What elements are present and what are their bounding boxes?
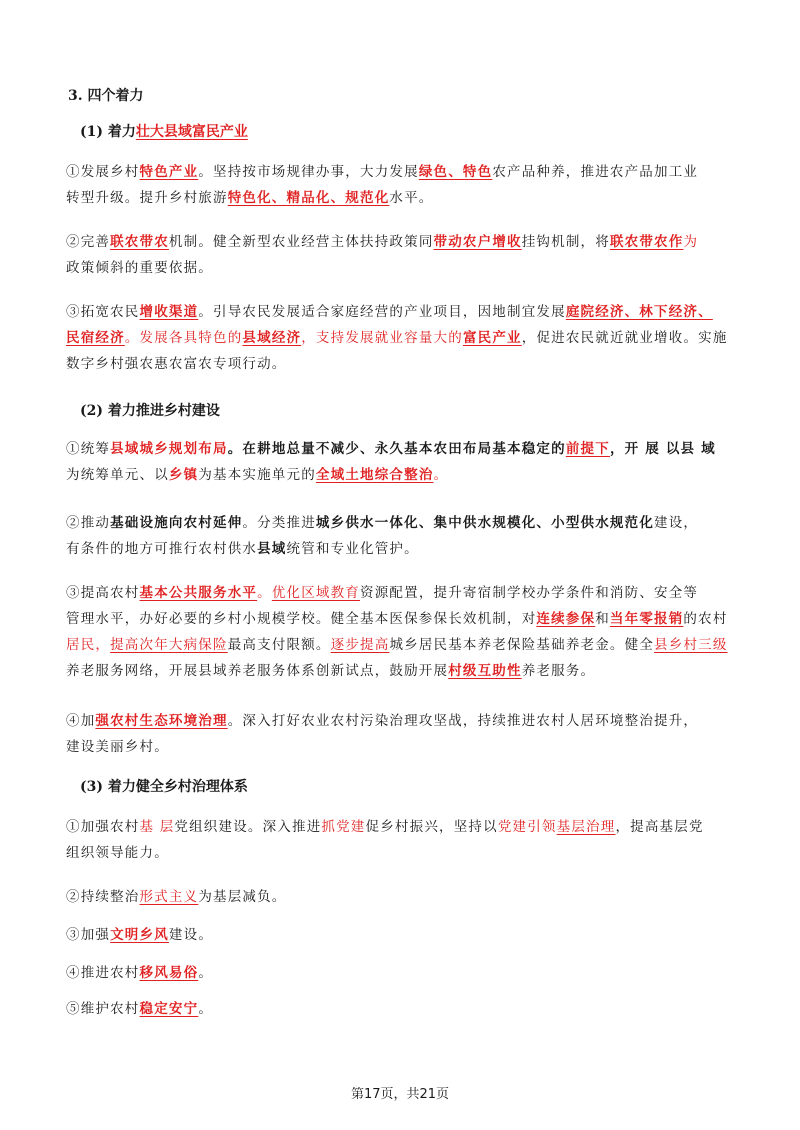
text: 建设。 [168,927,214,943]
text: ④加 [66,713,96,729]
text: 。分类推进 [242,515,316,531]
keyword: 移风易俗 [139,965,199,981]
keyword: 文明乡风 [110,927,169,943]
text: 农产品种养，推进农产品加工业 [492,164,699,180]
text: 促乡村振兴，坚持以 [365,819,498,835]
subsection-title-3: (3) 着力健全乡村治理体系 [80,779,248,795]
keyword: 党建引领 [497,819,557,835]
text: 组织领导能力。 [66,845,169,861]
paragraph-line [66,540,800,558]
subsection-keyword: 壮大县域富民产业 [135,124,248,140]
text: 。在耕地总量不减少、永久基本农田布局基本稳定的 [227,441,566,457]
text: 为基层减负。 [198,889,287,905]
text: 。引导农民发展适合家庭经营的产业项目，因地制宜发展 [198,304,566,320]
text: 为基本实施单元的 [198,467,316,483]
keyword: 全域土地综合整治 [315,467,434,483]
text: 数字乡村强农惠农富农专项行动。 [66,356,287,372]
keyword: 基本公共服务水平 [139,585,258,601]
page-number: 第17页，共21页 [350,1087,450,1102]
text: 挂钩机制，将 [521,234,610,250]
text: 政策倾斜的重要依据。 [66,260,213,276]
keyword: 城乡供水一体化、集中供水规模化、小型供水规范化 [315,515,655,531]
text: ①发展乡村 [66,164,140,180]
text: ①统筹 [66,441,111,457]
keyword: 基 层 [139,819,175,835]
text: 养老服务网络，开展县域养老服务体系创新试点，鼓励开展 [66,663,449,679]
text: ③提高农村 [66,585,140,601]
paragraph-line [66,163,800,181]
paragraph-line [66,233,800,251]
keyword: 连续参保 [536,611,596,627]
text: 居民， [66,637,111,653]
keyword: 民宿经济 [66,330,125,346]
text: ，提高基层党 [615,819,704,835]
keyword: 村级互助性 [448,663,522,679]
keyword: 前提下 [565,441,610,457]
paragraph-line [66,888,800,906]
text: 为 [683,234,699,250]
keyword: 乡镇 [168,467,199,483]
keyword: 增收渠道 [139,304,199,320]
paragraph-line [66,844,800,862]
text: 的农村 [683,611,728,627]
keyword: 特色产业 [139,164,199,180]
paragraph-line [66,584,800,602]
text: 党组织建设。深入推进 [174,819,322,835]
keyword: 逐步提高 [330,637,390,653]
paragraph-line [66,610,800,628]
subsection-title-2: (2) 着力推进乡村建设 [80,403,220,419]
text: 为统筹单元、以 [66,467,169,483]
text: 养老服务。 [521,663,596,679]
text: 。 [257,585,272,601]
keyword: 联农带农作 [609,234,684,250]
paragraph-line [66,259,800,277]
text: 。发展各具特色的 [124,330,243,346]
keyword: 县域城乡规划布局 [110,441,228,457]
text: 。深入打好农业农村污染治理攻坚战，持续推进农村人居环境整治提升， [227,713,699,729]
text: 建设， [654,515,699,531]
paragraph-line [66,355,800,373]
paragraph-line [66,514,800,532]
paragraph-line [66,466,800,484]
text: 转型升级。提升乡村旅游 [66,190,228,206]
paragraph-line [66,440,800,458]
text: 。 [198,1001,214,1017]
text: 和 [595,611,610,627]
keyword: 提高次年大病保险 [110,637,228,653]
paragraph-line [66,712,800,730]
text: 。 [433,467,449,483]
text: 水平。 [389,190,434,206]
paragraph-line [66,303,800,321]
keyword: 优化区域教育 [271,585,361,601]
text: 资源配置，提升寄宿制学校办学条件和消防、安全等 [360,585,699,601]
keyword: 县域 [257,541,287,557]
text: 建设美丽乡村。 [66,739,169,755]
keyword: 当年零报销 [609,611,684,627]
text: ①加强农村 [66,819,140,835]
keyword: 富民产业 [462,330,522,346]
keyword-group [110,441,228,457]
paragraph-line [66,926,800,944]
paragraph-line [66,662,800,680]
keyword: 联农带农 [110,234,169,250]
text: 。 [198,965,214,981]
text: 有条件的地方可推行农村供水 [66,541,258,557]
text: 最高支付限额。 [227,637,331,653]
paragraph-line [66,964,800,982]
text: ，促进农民就近就业增收。实施 [521,330,728,346]
text: ③拓宽农民 [66,304,140,320]
paragraph-line [66,1000,800,1018]
paragraph-line [66,189,800,207]
subsection-label: (1) 着力 [80,124,136,140]
keyword: 抓党建 [321,819,366,835]
text: 管理水平，办好必要的乡村小规模学校。健全基本医保参保长效机制，对 [66,611,537,627]
subsection-title-1 [80,123,800,141]
keyword: 带动农户增收 [433,234,522,250]
text: ④推进农村 [66,965,140,981]
text: ，开 展 以 [609,441,681,457]
text: 统管和专业化管护。 [286,541,419,557]
text: ②推动 [66,515,111,531]
text: ，支持发展就业容量大的 [301,330,463,346]
keyword: 基层治理 [556,819,616,835]
keyword: 县域经济 [242,330,302,346]
keyword: 基础设施向农村延伸 [110,515,243,531]
text: 。坚持按市场规律办事，大力发展 [198,164,419,180]
keyword: 绿色、特色 [418,164,493,180]
text: 机制。健全新型农业经营主体扶持政策同 [168,234,434,250]
text: ⑤维护农村 [66,1001,140,1017]
keyword: 县 域 [680,441,716,457]
keyword: 庭院经济、林下经济、 [565,304,713,320]
text: ②完善 [66,234,111,250]
section-title: 3. 四个着力 [68,88,144,104]
text: 城乡居民基本养老保险基础养老金。健全 [389,637,655,653]
keyword: 稳定安宁 [139,1001,199,1017]
keyword: 县乡村三级 [654,637,728,653]
keyword: 强农村生态环境治理 [95,713,228,729]
keyword: 特色化、精品化、规范化 [227,190,390,206]
paragraph-line [66,329,800,347]
text: ②持续整治 [66,889,140,905]
paragraph-line [66,818,800,836]
text: ③加强 [66,927,111,943]
paragraph-line [66,636,800,654]
keyword: 形式主义 [139,889,199,905]
paragraph-line [66,738,800,756]
